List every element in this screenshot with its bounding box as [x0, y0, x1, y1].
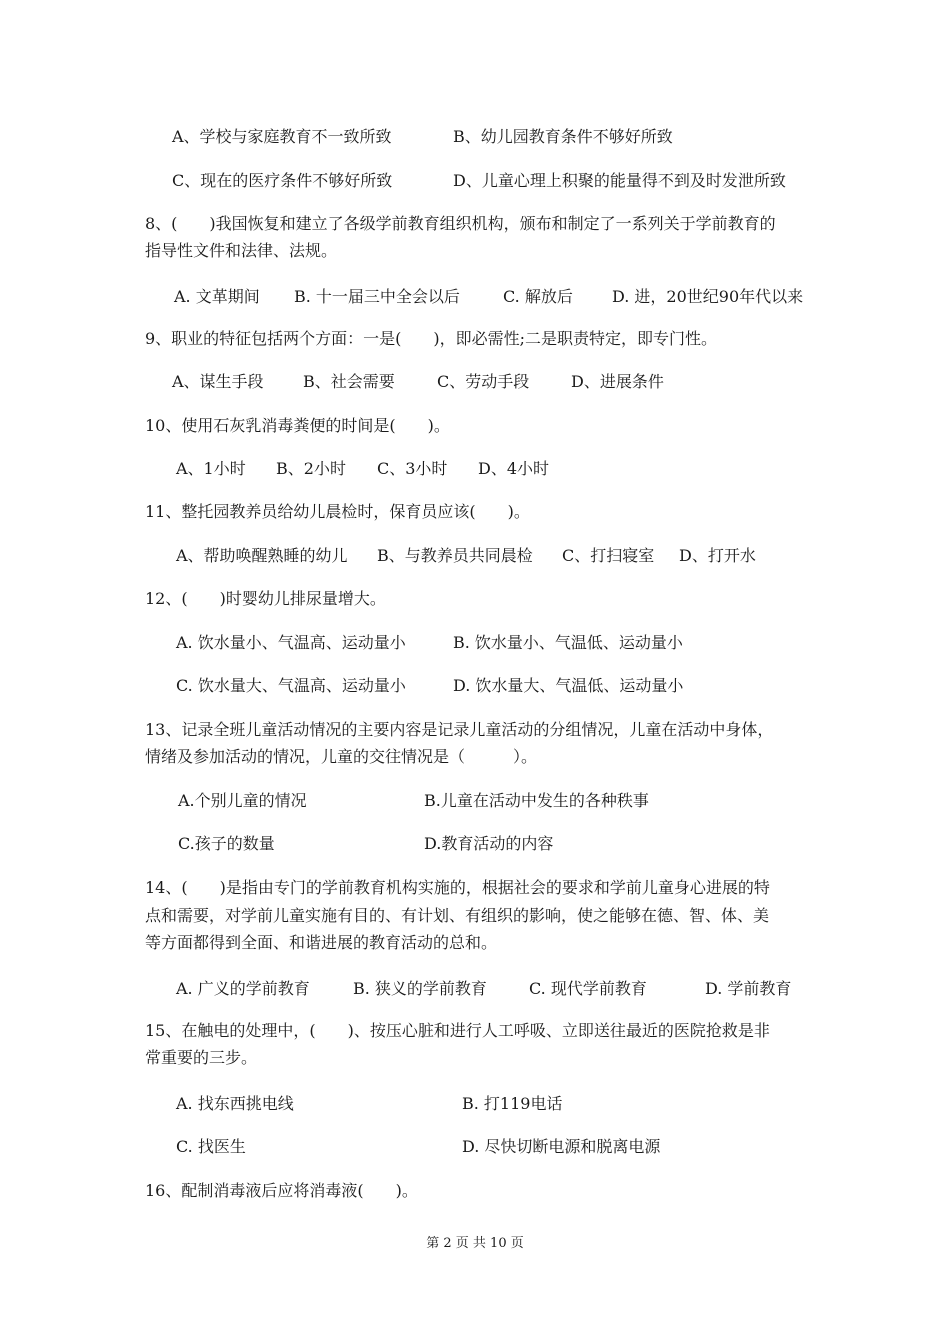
question-text: 常重要的三步。	[145, 1048, 258, 1067]
option-a: A、学校与家庭教育不一致所致	[172, 127, 392, 146]
option-c: C. 现代学前教育	[529, 979, 647, 998]
option-a: A. 饮水量小、气温高、运动量小	[176, 633, 406, 652]
option-c: C、打扫寝室	[562, 546, 655, 565]
option-b: B.儿童在活动中发生的各种秩事	[424, 791, 649, 810]
question-text: 情绪及参加活动的情况，儿童的交往情况是（ ）。	[145, 747, 538, 766]
question-text: 点和需要，对学前儿童实施有目的、有计划、有组织的影响，使之能够在德、智、体、美	[145, 906, 770, 925]
option-d: D、进展条件	[571, 372, 664, 391]
question-text: 11、整托园教养员给幼儿晨检时，保育员应该( )。	[145, 502, 530, 521]
option-b: B. 十一届三中全会以后	[294, 287, 460, 306]
option-c: C、劳动手段	[437, 372, 530, 391]
question-text: 9、职业的特征包括两个方面：一是( )，即必需性;二是职责特定，即专门性。	[145, 329, 718, 348]
question-text: 等方面都得到全面、和谐进展的教育活动的总和。	[145, 933, 498, 952]
question-text: 指导性文件和法律、法规。	[145, 241, 338, 260]
option-b: B. 饮水量小、气温低、运动量小	[453, 633, 683, 652]
option-b: B. 狭义的学前教育	[353, 979, 487, 998]
option-c: C. 饮水量大、气温高、运动量小	[176, 676, 406, 695]
option-b: B、与教养员共同晨检	[377, 546, 533, 565]
option-c: C、3小时	[377, 459, 448, 478]
question-text: 16、配制消毒液后应将消毒液( )。	[145, 1181, 418, 1200]
option-a: A. 找东西挑电线	[176, 1094, 294, 1113]
option-b: B、2小时	[276, 459, 346, 478]
question-text: 15、在触电的处理中，( )、按压心脏和进行人工呼吸、立即送往最近的医院抢救是非	[145, 1021, 770, 1040]
option-d: D.教育活动的内容	[424, 834, 554, 853]
option-b: B. 打119电话	[462, 1094, 563, 1113]
option-d: D. 饮水量大、气温低、运动量小	[453, 676, 684, 695]
question-text: 8、( )我国恢复和建立了各级学前教育组织机构，颁布和制定了一系列关于学前教育的	[145, 214, 776, 233]
question-text: 14、( )是指由专门的学前教育机构实施的，根据社会的要求和学前儿童身心进展的特	[145, 878, 770, 897]
question-text: 10、使用石灰乳消毒粪便的时间是( )。	[145, 416, 450, 435]
option-a: A.个别儿童的情况	[178, 791, 307, 810]
option-c: C. 找医生	[176, 1137, 246, 1156]
question-text: 12、( )时婴幼儿排尿量增大。	[145, 589, 386, 608]
option-a: A、帮助唤醒熟睡的幼儿	[176, 546, 348, 565]
option-d: D. 学前教育	[705, 979, 792, 998]
option-c: C、现在的医疗条件不够好所致	[172, 171, 393, 190]
option-b: B、社会需要	[303, 372, 395, 391]
option-a: A. 文革期间	[174, 287, 260, 306]
option-c: C. 解放后	[503, 287, 573, 306]
option-d: D. 尽快切断电源和脱离电源	[462, 1137, 661, 1156]
option-a: A、谋生手段	[172, 372, 264, 391]
option-d: D、儿童心理上积聚的能量得不到及时发泄所致	[453, 171, 786, 190]
option-c: C.孩子的数量	[178, 834, 275, 853]
option-b: B、幼儿园教育条件不够好所致	[453, 127, 673, 146]
question-text: 13、记录全班儿童活动情况的主要内容是记录儿童活动的分组情况，儿童在活动中身体，	[145, 720, 774, 739]
option-d: D、4小时	[478, 459, 550, 478]
page-footer: 第 2 页 共 10 页	[426, 1236, 524, 1251]
option-d: D. 进，20世纪90年代以来	[612, 287, 804, 306]
option-a: A、1小时	[176, 459, 246, 478]
option-d: D、打开水	[679, 546, 756, 565]
option-a: A. 广义的学前教育	[176, 979, 310, 998]
